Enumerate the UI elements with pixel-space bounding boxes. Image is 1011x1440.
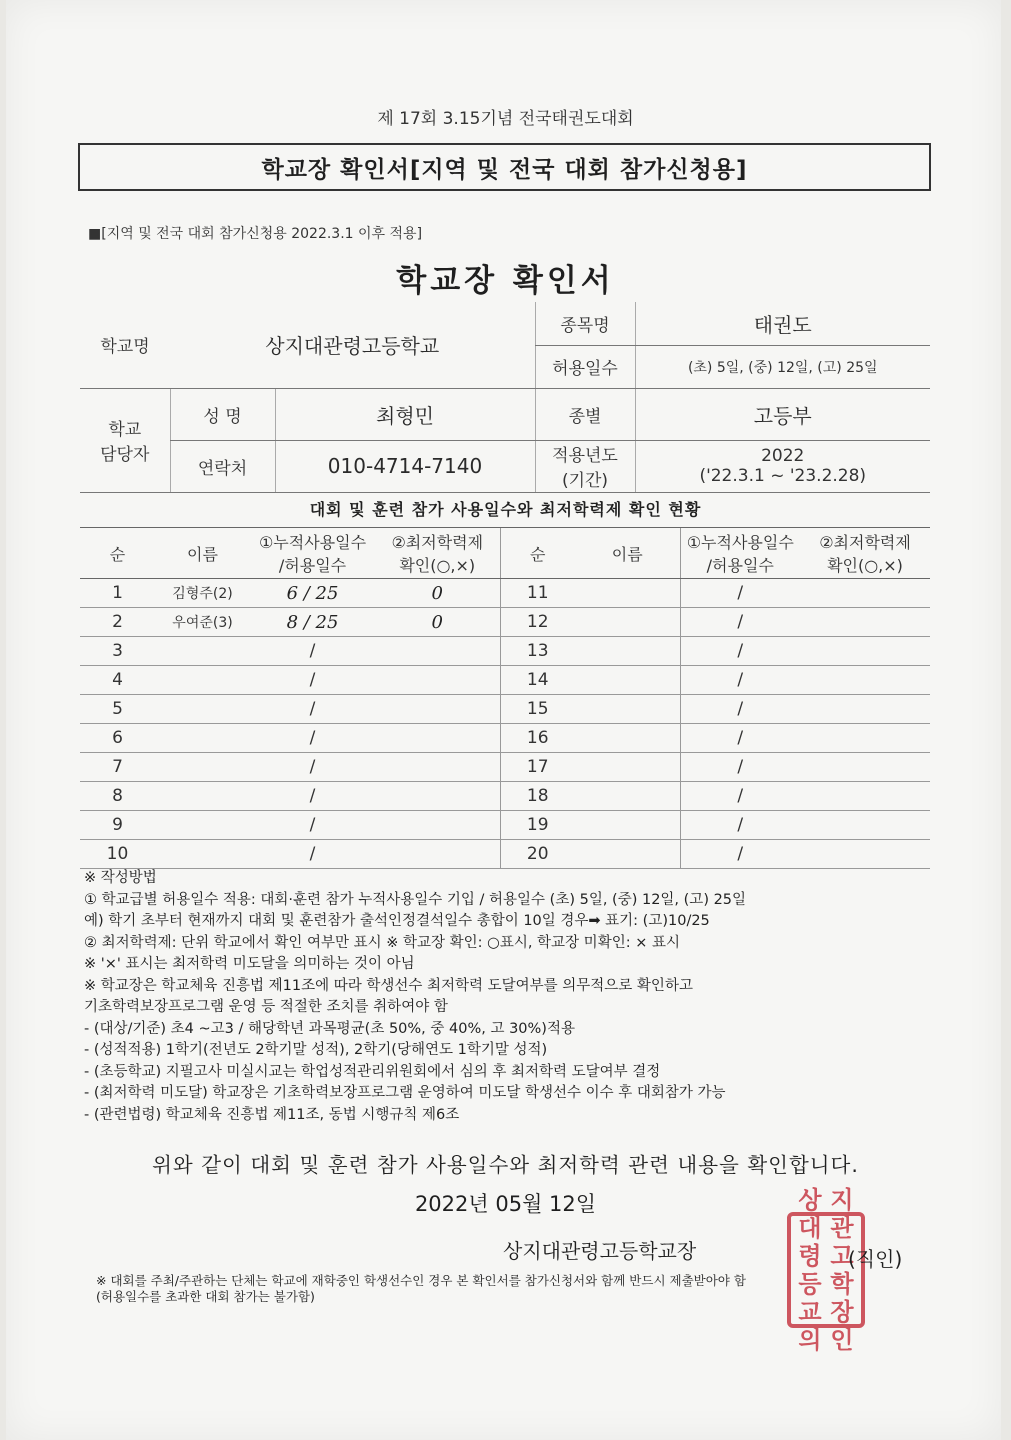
min-academic-check: 0 [375,608,500,637]
days-used: / [680,666,800,695]
header-min: ②최저학력제 확인(○,×) [375,528,500,579]
min-academic-check [375,666,500,695]
days-used: / [250,724,375,753]
days-used: / [250,637,375,666]
days-used: / [250,782,375,811]
writing-instructions [84,868,934,1126]
seal-character: 장 [830,1298,854,1326]
row-number: 13 [500,637,575,666]
header-no: 순 [500,528,575,579]
table-row [80,637,930,666]
instruction-line: - (최저학력 미도달) 학교장은 기초학력보장프로그램 운영하여 미도달 학생선수 이수 후 대회참가 가능 [84,1085,726,1101]
row-number: 18 [500,782,575,811]
manager-name-value: 최형민 [275,388,535,440]
seal-character: 고 [830,1242,854,1270]
days-used: / [680,753,800,782]
min-academic-check [375,637,500,666]
contact-value: 010-4714-7140 [275,440,535,492]
min-academic-check [375,782,500,811]
min-academic-check [800,753,930,782]
period-value: ('22.3.1 ~ '23.2.28) [699,466,867,486]
school-info-table [80,302,930,493]
row-number: 3 [80,637,155,666]
min-academic-check [800,724,930,753]
days-used: / [250,753,375,782]
student-name [155,840,250,869]
instruction-line: 기초학력보장프로그램 운영 등 적절한 조치를 취하여야 함 [84,999,448,1015]
min-academic-check [800,579,930,608]
school-name-value: 상지대관령고등학교 [170,302,535,388]
roster-table [80,527,930,869]
seal-label: (직인) [848,1247,903,1271]
instruction-line: ※ 작성방법 [84,870,157,886]
student-name [155,782,250,811]
student-name [155,666,250,695]
principal-title: 상지대관령고등학교장 [503,1239,697,1263]
instruction-line: 예) 학기 초부터 현재까지 대회 및 훈련참가 출석인정결석일수 총합이 10일 경우➡ 표기: (고)10/25 [84,913,710,929]
row-number: 16 [500,724,575,753]
student-name [575,724,680,753]
table-row [80,753,930,782]
sport-value: 태권도 [635,302,930,345]
student-name [575,579,680,608]
manager-name-label: 성 명 [170,388,275,440]
min-academic-check [800,811,930,840]
seal-character: 령 [798,1242,822,1270]
days-used: / [680,782,800,811]
instruction-line: - (초등학교) 지필고사 미실시교는 학업성적관리위원회에서 심의 후 최저학력 도달여부 결정 [84,1063,661,1080]
student-name [575,695,680,724]
student-name: 김형주(2) [155,579,250,608]
event-title: 제 17회 3.15기념 전국태권도대회 [377,109,634,129]
min-academic-check [800,608,930,637]
days-used: 8 / 25 [250,608,375,637]
student-name [155,637,250,666]
min-academic-check [800,695,930,724]
row-number: 14 [500,666,575,695]
student-name: 우여준(3) [155,608,250,637]
table-row [80,782,930,811]
min-academic-check: 0 [375,579,500,608]
form-title-box: 학교장 확인서[지역 및 전국 대회 참가신청용] [78,143,931,191]
row-number: 20 [500,840,575,869]
seal-character: 상 [798,1186,822,1214]
seal-character: 의 [798,1326,822,1354]
contact-label: 연락처 [170,440,275,492]
student-name [575,637,680,666]
footnote [96,1273,926,1305]
row-number: 8 [80,782,155,811]
table-row [80,695,930,724]
row-number: 1 [80,579,155,608]
days-used: / [680,608,800,637]
days-used: / [680,579,800,608]
allowed-days-value: (초) 5일, (중) 12일, (고) 25일 [635,345,930,388]
confirmation-statement: 위와 같이 대회 및 훈련 참가 사용일수와 최저학력 관련 내용을 확인합니다. [152,1153,859,1177]
header-no: 순 [80,528,155,579]
row-number: 7 [80,753,155,782]
instruction-line: - (관련법령) 학교체육 진흥법 제11조, 동법 시행규칙 제6조 [84,1106,460,1123]
days-used: / [250,811,375,840]
row-number: 12 [500,608,575,637]
student-name [155,724,250,753]
min-academic-check [375,753,500,782]
instruction-line: ② 최저학력제: 단위 학교에서 확인 여부만 표시 ※ 학교장 확인: ○표시, 학교장 미확인: × 표시 [84,934,680,951]
student-name [575,753,680,782]
student-name [575,811,680,840]
header-name: 이름 [155,528,250,579]
min-academic-check [800,637,930,666]
seal-character: 대 [798,1214,822,1242]
seal-character: 관 [830,1214,854,1242]
row-number: 4 [80,666,155,695]
row-number: 9 [80,811,155,840]
row-number: 15 [500,695,575,724]
days-used: / [680,695,800,724]
days-used: / [250,840,375,869]
school-name-label: 학교명 [80,302,170,388]
document-title: 학교장 확인서 [396,263,615,299]
student-name [575,840,680,869]
year-value: 2022 [761,446,805,466]
student-name [155,695,250,724]
section-title: 대회 및 훈련 참가 사용일수와 최저학력제 확인 현황 [309,500,702,519]
row-number: 2 [80,608,155,637]
row-number: 19 [500,811,575,840]
days-used: / [680,637,800,666]
seal-character: 교 [798,1298,822,1326]
days-used: / [250,666,375,695]
min-academic-check [800,782,930,811]
signature-date: 2022년 05월 12일 [414,1192,597,1216]
seal-character: 지 [830,1186,854,1214]
table-row [80,724,930,753]
table-row [80,608,930,637]
table-row [80,579,930,608]
instruction-line: - (대상/기준) 초4 ~고3 / 해당학년 과목평균(초 50%, 중 40%, 고 30%)적용 [84,1020,575,1037]
instruction-line: ※ 학교장은 학교체육 진흥법 제11조에 따라 학생선수 최저학력 도달여부를 의무적으로 확인하고 [84,977,693,994]
header-name: 이름 [575,528,680,579]
application-note: ■[지역 및 전국 대회 참가신청용 2022.3.1 이후 적용] [88,226,423,242]
footnote-line: ※ 대회를 주최/주관하는 단체는 학교에 재학중인 학생선수인 경우 본 확인서를 참가신청서와 함께 반드시 제출받아야 함 [96,1273,746,1288]
min-academic-check [800,840,930,869]
student-name [155,811,250,840]
min-academic-check [375,695,500,724]
header-days: ①누적사용일수 /허용일수 [250,528,375,579]
year-cell [635,440,930,492]
student-name [575,782,680,811]
table-row [80,666,930,695]
student-name [575,608,680,637]
allowed-days-label: 허용일수 [535,345,635,388]
header-days: ①누적사용일수 /허용일수 [680,528,800,579]
days-used: 6 / 25 [250,579,375,608]
table-row [80,840,930,869]
student-name [575,666,680,695]
instruction-line: ※ '×' 표시는 최저학력 미도달을 의미하는 것이 아님 [84,956,415,972]
division-value: 고등부 [635,388,930,440]
manager-label: 학교 담당자 [80,388,170,492]
sport-label: 종목명 [535,302,635,345]
days-used: / [680,724,800,753]
seal-character: 학 [830,1270,854,1298]
row-number: 6 [80,724,155,753]
table-row [80,811,930,840]
days-used: / [680,811,800,840]
min-academic-check [375,840,500,869]
year-label: 적용년도 (기간) [535,440,635,492]
header-min: ②최저학력제 확인(○,×) [800,528,930,579]
days-used: / [250,695,375,724]
row-number: 10 [80,840,155,869]
instruction-line: - (성적적용) 1학기(전년도 2학기말 성적), 2학기(당해연도 1학기말 성적) [84,1042,548,1058]
days-used: / [680,840,800,869]
division-label: 종별 [535,388,635,440]
min-academic-check [800,666,930,695]
footnote-line: (허용일수를 초과한 대회 참가는 불가함) [96,1289,315,1304]
student-name [155,753,250,782]
row-number: 17 [500,753,575,782]
min-academic-check [375,724,500,753]
instruction-line: ① 학교급별 허용일수 적용: 대회·훈련 참가 누적사용일수 기입 / 허용일수 (초) 5일, (중) 12일, (고) 25일 [84,891,747,908]
row-number: 11 [500,579,575,608]
seal-character: 인 [830,1326,854,1354]
seal-character: 등 [798,1270,822,1298]
min-academic-check [375,811,500,840]
row-number: 5 [80,695,155,724]
